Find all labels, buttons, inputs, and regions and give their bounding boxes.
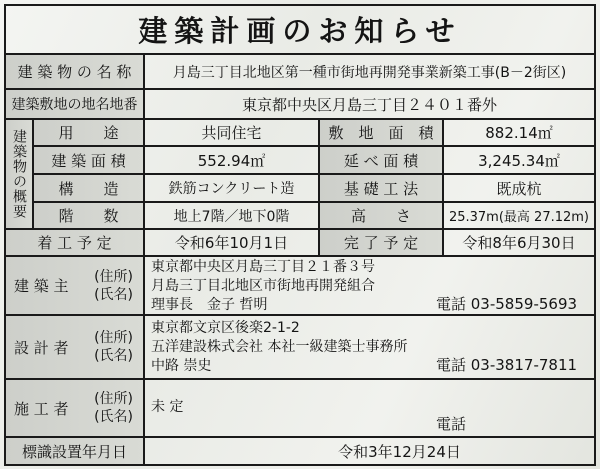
designer-line-1: 東京都文京区後楽2-1-2 bbox=[151, 320, 300, 336]
contractor-line-1: 未 定 bbox=[151, 399, 184, 415]
building-name-value: 月島三丁目北地区第一種市街地再開発事業新築工事(B－2街区) bbox=[172, 64, 567, 81]
overview-row-4-label-1: 階 数 bbox=[34, 203, 143, 228]
rule-9 bbox=[4, 314, 596, 316]
overview-row-3-value-2: 既成杭 bbox=[496, 179, 542, 198]
contractor-label: 施 工 者 bbox=[14, 399, 69, 418]
rule-1 bbox=[4, 53, 596, 55]
designer-sub-labels bbox=[60, 316, 143, 378]
start-label: 着 工 予 定 bbox=[6, 230, 143, 255]
owner-sub-labels bbox=[60, 257, 143, 314]
col-rule-main bbox=[143, 53, 145, 466]
rule-5 bbox=[32, 173, 596, 175]
posted-date-label: 標識設置年月日 bbox=[6, 438, 143, 464]
owner-phone: 電話 03-5859-5693 bbox=[436, 295, 578, 313]
contractor-address-sublabel: (住所) bbox=[94, 391, 133, 407]
notice-title: 建築計画のお知らせ bbox=[138, 14, 462, 48]
owner-line-2: 月島三丁目北地区市街地再開発組合 bbox=[151, 278, 375, 294]
overview-row-3-label-2: 基 礎 工 法 bbox=[320, 175, 442, 201]
col-rule-overview bbox=[32, 118, 34, 230]
site-address-value: 東京都中央区月島三丁目２４０１番外 bbox=[241, 95, 497, 114]
rule-10 bbox=[4, 378, 596, 380]
posted-date-value: 令和3年12月24日 bbox=[338, 442, 461, 461]
border-top bbox=[4, 4, 596, 6]
col-rule-right bbox=[442, 118, 444, 257]
owner-address-sublabel: (住所) bbox=[94, 268, 133, 285]
designer-line-3: 中路 崇史 bbox=[151, 358, 212, 374]
contractor-sub-labels bbox=[60, 380, 143, 436]
owner-name-sublabel: (氏名) bbox=[94, 286, 133, 303]
designer-label: 設 計 者 bbox=[14, 338, 69, 357]
overview-row-1-label-2: 敷 地 面 積 bbox=[320, 120, 442, 145]
designer-address-sublabel: (住所) bbox=[94, 330, 133, 346]
overview-row-2-label-1: 建 築 面 積 bbox=[34, 147, 143, 173]
owner-line-3: 理事長 金子 哲明 bbox=[151, 297, 268, 313]
building-name-label: 建 築 物 の 名 称 bbox=[6, 55, 143, 88]
overview-row-2-value-1: 552.94㎡ bbox=[197, 151, 266, 170]
overview-row-1-value-2: 882.14㎡ bbox=[485, 124, 553, 142]
owner-label: 建 築 主 bbox=[14, 277, 69, 295]
contractor-name-sublabel: (氏名) bbox=[94, 409, 133, 425]
contractor-phone: 電話 bbox=[436, 415, 467, 433]
rule-7 bbox=[4, 228, 596, 230]
overview-row-2-label-2: 延 べ 面 積 bbox=[320, 147, 442, 173]
col-rule-mid bbox=[318, 118, 320, 257]
completion-label: 完 了 予 定 bbox=[320, 230, 442, 255]
border-right bbox=[594, 4, 596, 466]
overview-row-4-value-1: 地上7階／地下0階 bbox=[173, 208, 290, 225]
completion-value: 令和8年6月30日 bbox=[462, 234, 576, 252]
rule-3 bbox=[4, 118, 596, 120]
designer-line-2: 五洋建設株式会社 本社一級建築士事務所 bbox=[151, 339, 408, 355]
designer-phone: 電話 03-3817-7811 bbox=[436, 356, 578, 374]
rule-6 bbox=[32, 201, 596, 203]
contractor-details bbox=[145, 380, 594, 436]
border-left bbox=[4, 4, 6, 466]
overview-row-3-label-1: 構 造 bbox=[34, 175, 143, 201]
overview-row-1-label-1: 用 途 bbox=[34, 120, 143, 145]
rule-4 bbox=[32, 145, 596, 147]
overview-label: 建築物の概要 bbox=[6, 120, 32, 228]
overview-row-4-label-2: 高 さ bbox=[320, 203, 442, 228]
overview-row-1-value-1: 共同住宅 bbox=[201, 124, 262, 142]
overview-row-3-value-1: 鉄筋コンクリート造 bbox=[168, 181, 295, 197]
owner-line-1: 東京都中央区月島三丁目２１番３号 bbox=[151, 259, 375, 275]
rule-2 bbox=[4, 88, 596, 90]
rule-11 bbox=[4, 436, 596, 438]
overview-row-2-value-2: 3,245.34㎡ bbox=[478, 151, 560, 170]
start-value: 令和6年10月1日 bbox=[174, 234, 289, 252]
rule-8 bbox=[4, 255, 596, 257]
designer-name-sublabel: (氏名) bbox=[94, 348, 133, 364]
border-bottom bbox=[4, 464, 596, 466]
site-address-label: 建築敷地の地名地番 bbox=[6, 90, 143, 118]
overview-row-4-value-2: 25.37m(最高 27.12m) bbox=[448, 210, 590, 225]
